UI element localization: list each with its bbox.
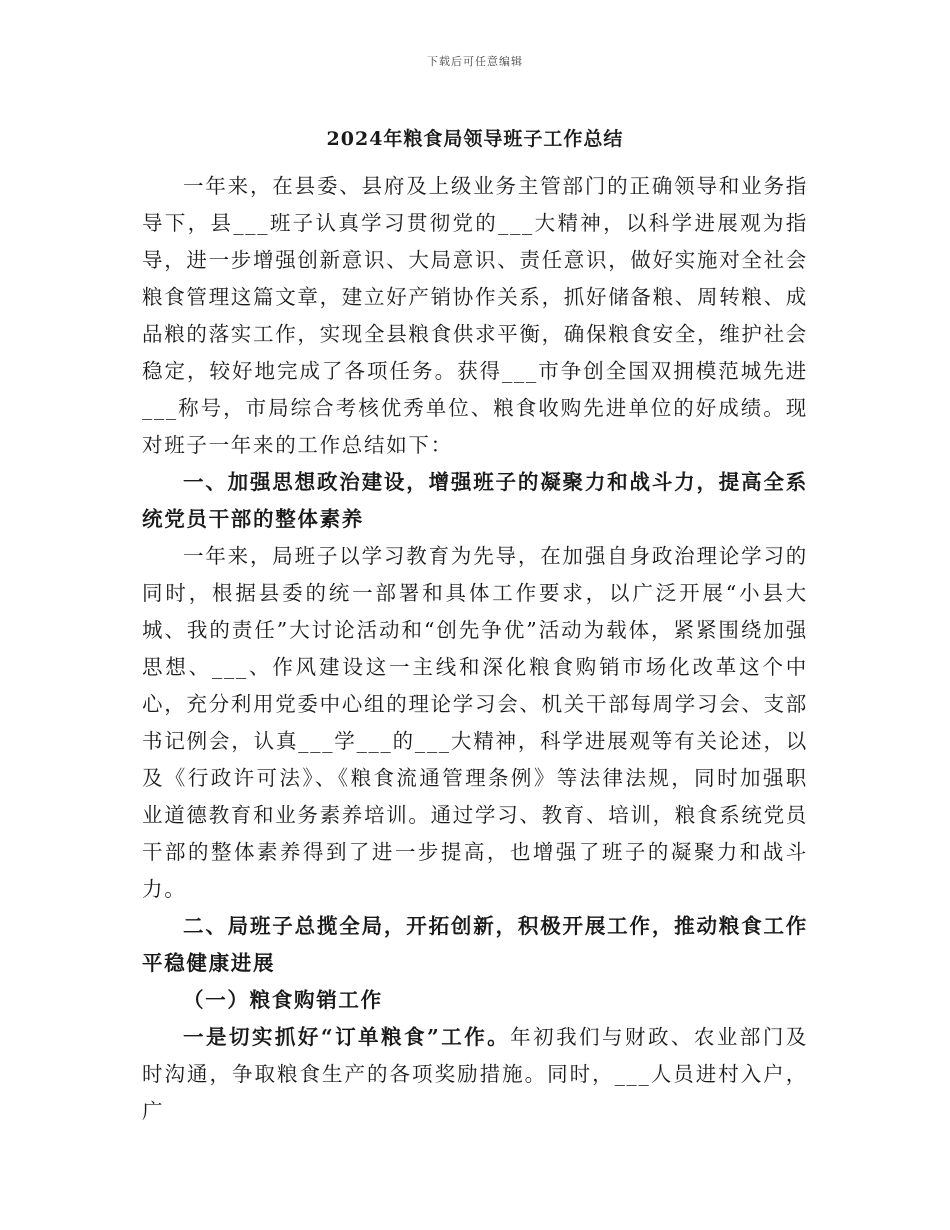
subsection-1-heading: （一）粮食购销工作: [183, 988, 383, 1012]
item-1-lead: 一是切实抓好“订单粮食”工作。: [183, 1025, 511, 1049]
section-1-heading: 一、加强思想政治建设，增强班子的凝聚力和战斗力，提高全系统党员干部的整体素养: [142, 470, 808, 531]
item-1-body: 年初我们与财政、农业部门及时沟通，争取粮食生产的各项奖励措施。同时，___人员进村入户，广: [142, 1025, 808, 1123]
section-1-paragraph: 一年来，局班子以学习教育为先导，在加强自身政治理论学习的同时，根据县委的统一部署和具体工作要求，以广泛开展“小县大城、我的责任”大讨论活动和“创先争优”活动为载体，紧紧围绕加强思想、___、作风建设这一主线和深化粮食购销市场化改革这个中心，充分利用党委中心组的理论学习会、机关干部每周学习会、支部书记例会，认真___学___的___大精神，科学进展观等有关论述，以及《行政许可法》、《粮食流通管理条例》等法律法规，同时加强职业道德教育和业务素养培训。通过学习、教育、培训，粮食系统党员干部的整体素养得到了进一步提高，也增强了班子的凝聚力和战斗力。: [142, 544, 808, 901]
intro-paragraph: 一年来，在县委、县府及上级业务主管部门的正确领导和业务指导下，县___班子认真学习贯彻党的___大精神，以科学进展观为指导，进一步增强创新意识、大局意识、责任意识，做好实施对全社会粮食管理这篇文章，建立好产销协作关系，抓好储备粮、周转粮、成品粮的落实工作，实现全县粮食供求平衡，确保粮食安全，维护社会稳定，较好地完成了各项任务。获得___市争创全国双拥模范城先进___称号，市局综合考核优秀单位、粮食收购先进单位的好成绩。现对班子一年来的工作总结如下：: [142, 174, 808, 457]
header-note: 下载后可任意编辑: [427, 55, 523, 68]
item-1-paragraph: [142, 1019, 808, 1130]
document-body: [142, 168, 808, 1130]
document-title: 2024年粮食局领导班子工作总结: [326, 128, 624, 150]
section-2-heading: 二、局班子总揽全局，开拓创新，积极开展工作，推动粮食工作平稳健康进展: [142, 914, 808, 975]
